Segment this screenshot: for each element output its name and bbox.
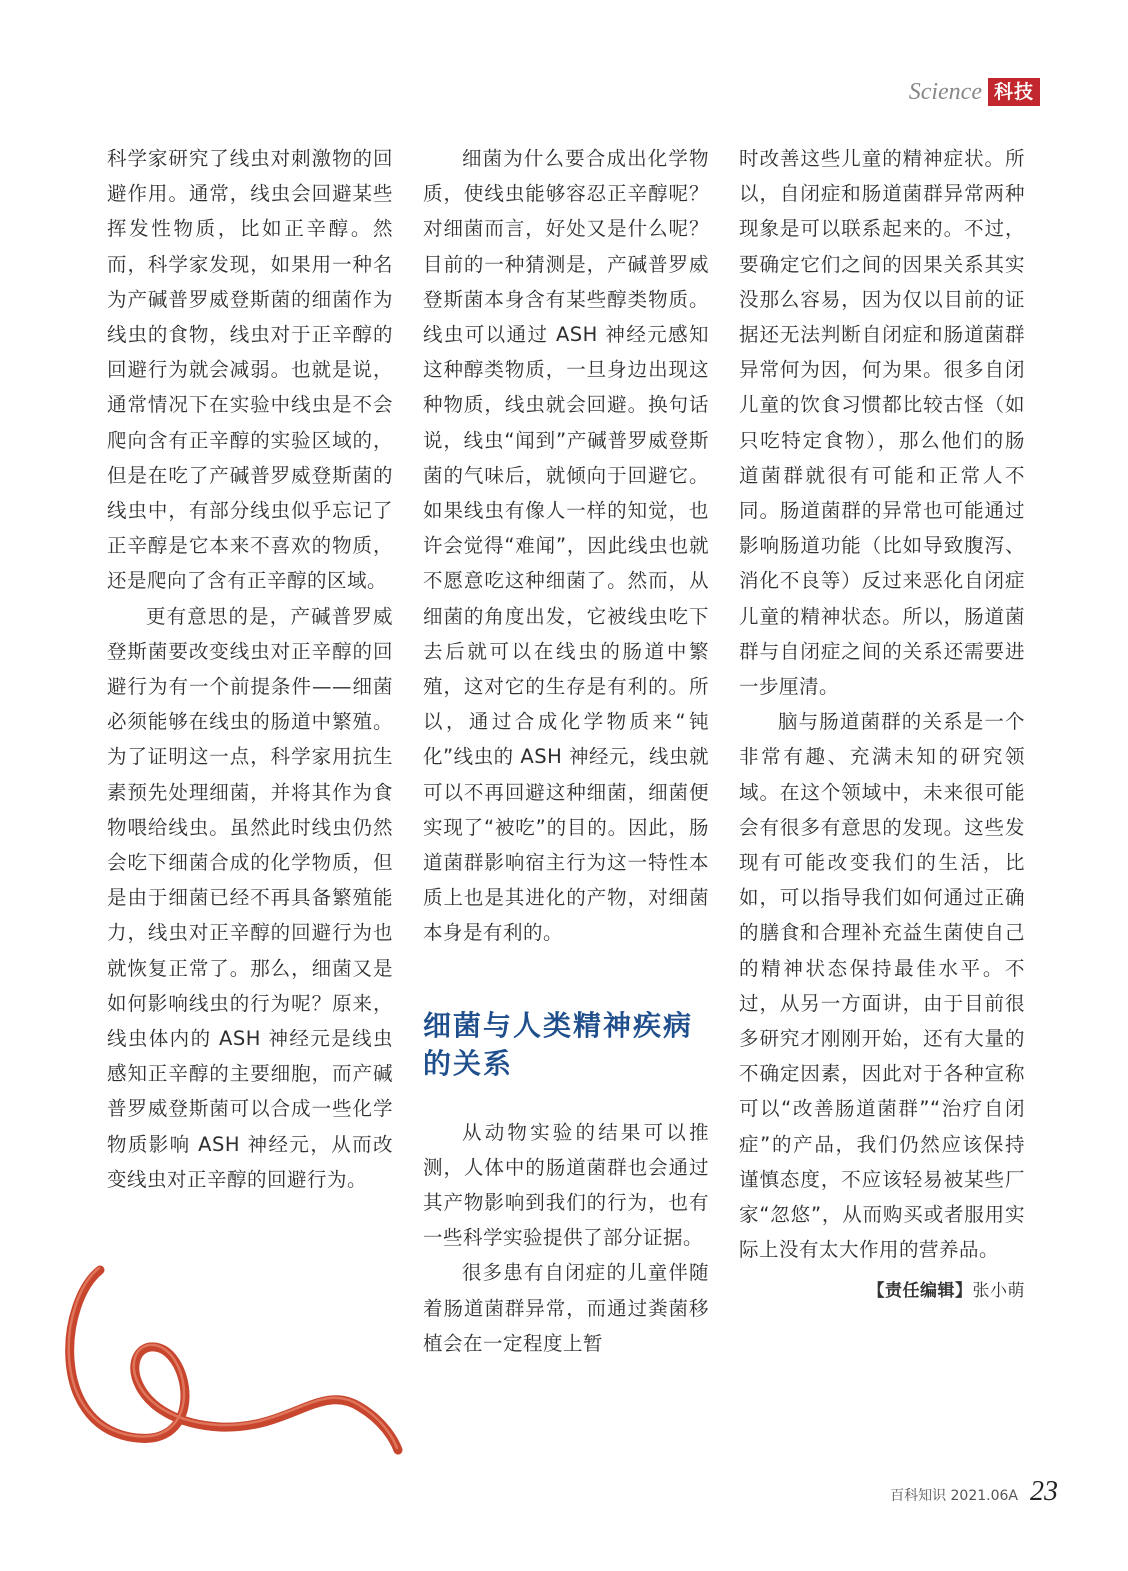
column-2	[423, 141, 709, 1361]
page-number: 23	[1030, 1476, 1058, 1507]
section-label-en: Science	[908, 78, 982, 105]
worm-body	[70, 1270, 398, 1450]
worm-illustration	[60, 1262, 420, 1462]
page-footer	[890, 1476, 1058, 1508]
col3-paragraph-1: 时改善这些儿童的精神症状。所以，自闭症和肠道菌群异常两种现象是可以联系起来的。不过，要确定它们之间的因果关系其实没那么容易，因为仅以目前的证据还无法判断自闭症和肠道菌群异常何为因，何为果。很多自闭儿童的饮食习惯都比较古怪（如只吃特定食物），那么他们的肠道菌群就很有可能和正常人不同。肠道菌群的异常也可能通过影响肠道功能（比如导致腹泻、消化不良等）反过来恶化自闭症儿童的精神状态。所以，肠道菌群与自闭症之间的关系还需要进一步厘清。	[739, 147, 1025, 699]
column-3	[739, 141, 1025, 1309]
col1-paragraph-2: 更有意思的是，产碱普罗威登斯菌要改变线虫对正辛醇的回避行为有一个前提条件——细菌必须能够在线虫的肠道中繁殖。为了证明这一点，科学家用抗生素预先处理细菌，并将其作为食物喂给线虫。虽然此时线虫仍然会吃下细菌合成的化学物质，但是由于细菌已经不再具备繁殖能力，线虫对正辛醇的回避行为也就恢复正常了。那么，细菌又是如何影响线虫的行为呢？原来，线虫体内的 ASH 神经元是线虫感知正辛醇的主要细胞，而产碱普罗威登斯菌可以合成一些化学物质影响 ASH 神经元，从而改变线虫对正辛醇的回避行为。	[107, 604, 393, 1191]
col2-paragraph-2: 从动物实验的结果可以推测，人体中的肠道菌群也会通过其产物影响到我们的行为，也有一些科学实验提供了部分证据。	[423, 1120, 709, 1250]
page-header	[909, 78, 1040, 106]
editor-credit	[739, 1274, 1025, 1309]
column-1	[107, 141, 393, 1197]
col2-paragraph-3: 很多患有自闭症的儿童伴随着肠道菌群异常，而通过粪菌移植会在一定程度上暂	[423, 1261, 709, 1355]
worm-highlight	[69, 1268, 397, 1448]
col1-paragraph-1: 科学家研究了线虫对刺激物的回避作用。通常，线虫会回避某些挥发性物质，比如正辛醇。然而，科学家发现，如果用一种名为产碱普罗威登斯菌的细菌作为线虫的食物，线虫对于正辛醇的回避行为就会减弱。也就是说，通常情况下在实验中线虫是不会爬向含有正辛醇的实验区域的，但是在吃了产碱普罗威登斯菌的线虫中，有部分线虫似乎忘记了正辛醇是它本来不喜欢的物质，还是爬向了含有正辛醇的区域。	[107, 147, 393, 593]
col3-paragraph-2: 脑与肠道菌群的关系是一个非常有趣、充满未知的研究领域。在这个领域中，未来很可能会有很多有意思的发现。这些发现有可能改变我们的生活，比如，可以指导我们如何通过正确的膳食和合理补充益生菌使自己的精神状态保持最佳水平。不过，从另一方面讲，由于目前很多研究才刚刚开始，还有大量的不确定因素，因此对于各种宣称可以“改善肠道菌群”“治疗自闭症”的产品，我们仍然应该保持谨慎态度，不应该轻易被某些厂家“忽悠”，从而购买或者服用实际上没有太大作用的营养品。	[739, 710, 1025, 1262]
editor-label: 【责任编辑】	[867, 1280, 973, 1301]
journal-issue: 百科知识 2021.06A	[890, 1488, 1018, 1504]
section-tag: 科技	[988, 78, 1040, 106]
col2-paragraph-1: 细菌为什么要合成出化学物质，使线虫能够容忍正辛醇呢？对细菌而言，好处又是什么呢？目前的一种猜测是，产碱普罗威登斯菌本身含有某些醇类物质。线虫可以通过 ASH 神经元感知这种醇类物质，一旦身边出现这种物质，线虫就会回避。换句话说，线虫“闻到”产碱普罗威登斯菌的气味后，就倾向于回避它。如果线虫有像人一样的知觉，也许会觉得“难闻”，因此线虫也就不愿意吃这种细菌了。然而，从细菌的角度出发，它被线虫吃下去后就可以在线虫的肠道中繁殖，这对它的生存是有利的。所以，通过合成化学物质来“钝化”线虫的 ASH 神经元，线虫就可以不再回避这种细菌，细菌便实现了“被吃”的目的。因此，肠道菌群影响宿主行为这一特性本质上也是其进化的产物，对细菌本身是有利的。	[423, 147, 709, 945]
section-heading: 细菌与人类精神疾病的关系	[423, 1008, 694, 1080]
editor-name: 张小萌	[972, 1280, 1025, 1301]
